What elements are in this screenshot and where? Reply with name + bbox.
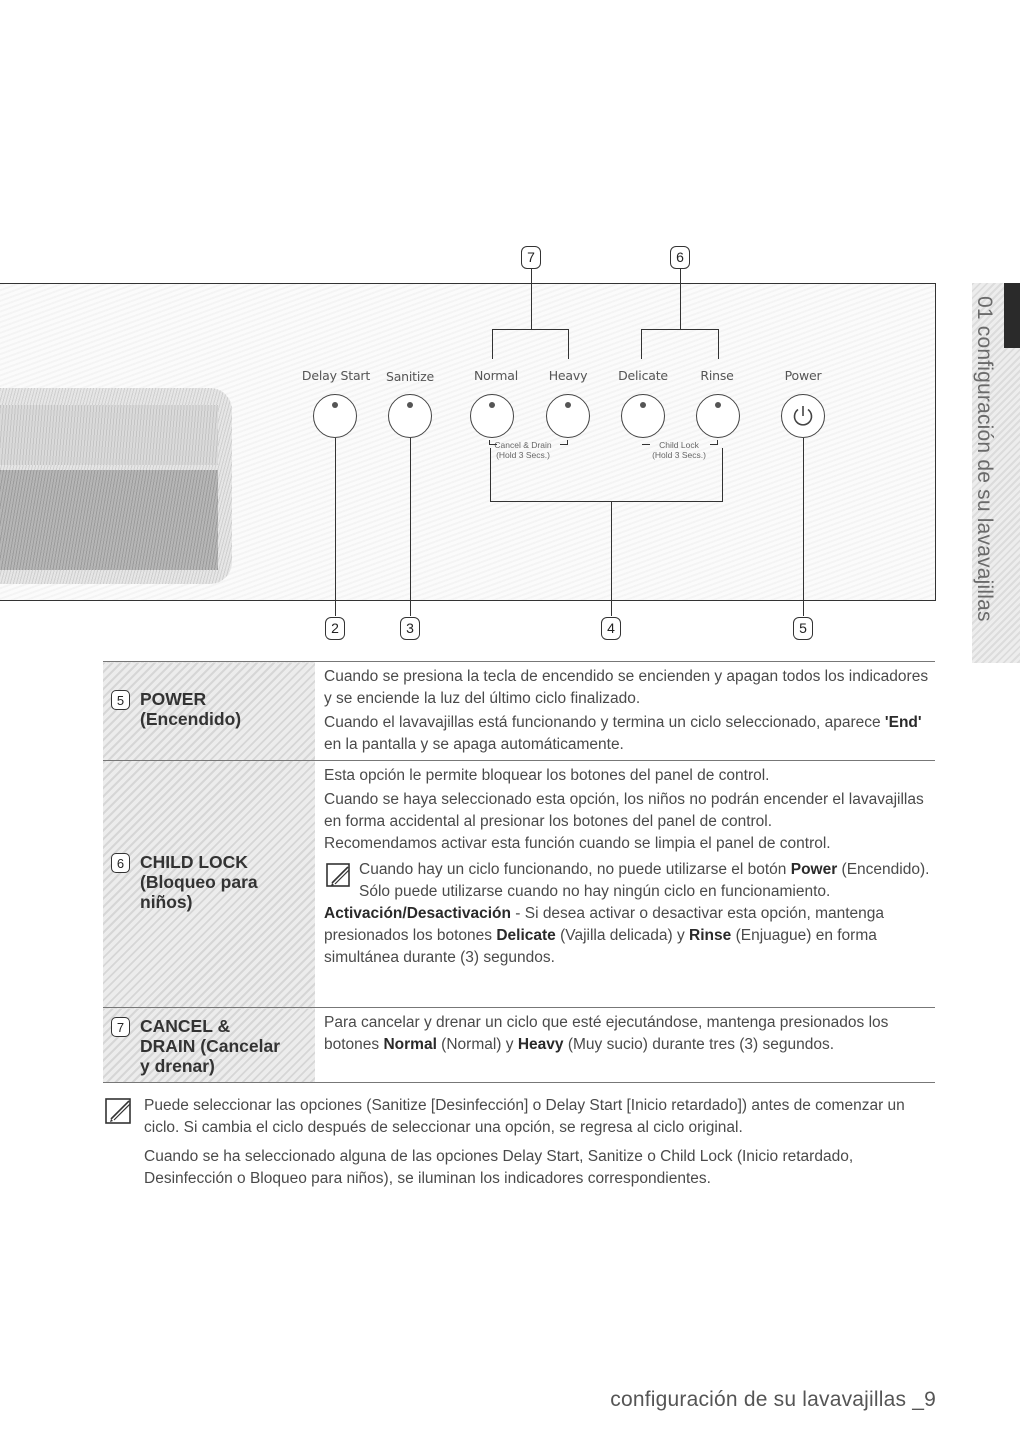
cancel-drain-paragraph [324,1012,935,1056]
table-row-cancel-drain [103,1008,935,1083]
cancel-drain-line2: (Hold 3 Secs.) [496,450,550,460]
child-lock-line1: Child Lock [659,440,699,450]
control-panel-diagram [0,0,1020,650]
callout-2: 2 [325,617,345,640]
cancel-drain-subtitle-2: y drenar) [140,1056,215,1076]
power-bold-text: Power [790,861,838,878]
indicator-dot-icon [332,402,338,408]
table-row-child-lock [103,761,935,1008]
bracket-line [489,444,497,445]
note-pencil-icon [324,861,356,891]
leader-line [490,448,491,501]
cancel-drain-line1: Cancel & Drain [494,440,552,450]
leader-line [492,329,569,330]
text-run: (Encendido). Sólo puede utilizarse cuando no hay ningún ciclo en funcionamiento. [359,861,930,900]
heavy-bold-text: Heavy [517,1036,564,1053]
callout-7: 7 [521,246,541,269]
indicator-dot-icon [489,402,495,408]
cancel-drain-title: CANCEL & [140,1016,231,1036]
chapter-tab-label: 01 configuración de su lavavajillas [973,296,996,622]
leader-line [490,501,723,502]
chapter-tab-marker [1004,283,1020,348]
callout-6: 6 [670,246,690,269]
indicator-dot-icon [407,402,413,408]
text-run: en la pantalla y se apaga automáticamente. [324,736,624,753]
power-subtitle: (Encendido) [140,709,242,729]
bracket-line [489,440,490,445]
cancel-drain-description [315,1008,935,1083]
indicator-dot-icon [565,402,571,408]
leader-line [531,269,532,329]
indicator-dot-icon [640,402,646,408]
power-button [781,394,825,438]
power-description [315,662,935,761]
child-lock-heading [111,852,258,912]
handle-slot-top [0,405,218,465]
bracket-line [717,440,718,445]
text-run: Cuando el lavavajillas está funcionando y termina un ciclo seleccionado, aparece [324,714,885,731]
leader-line [641,329,642,359]
power-label-cell [103,662,315,761]
leader-line [410,438,411,616]
cancel-drain-hold-label [494,440,551,460]
text-run: Cuando hay un ciclo funcionando, no puede utilizarse el botón [359,861,791,878]
child-lock-hold-label [652,440,706,460]
child-lock-note [324,859,935,903]
text-run: (Muy sucio) durante tres (3) segundos. [563,1036,835,1053]
leader-line [722,448,723,501]
power-label: Power [784,368,822,383]
child-lock-subtitle-1: (Bloqueo para [140,872,258,892]
child-lock-note-text [359,859,935,903]
child-lock-subtitle-2: niños) [140,892,193,912]
delicate-label: Delicate [618,368,668,383]
child-lock-title: CHILD LOCK [140,852,248,872]
child-lock-paragraph-1: Esta opción le permite bloquear los botones del panel de control. [324,767,770,784]
note-1: Puede seleccionar las opciones (Sanitize [Desinfección] o Delay Start [Inicio retardado]) antes de comenzar un ciclo. Si cambia el ciclo después de seleccionar una opción, se regresa al ciclo original. [144,1097,905,1136]
power-heading [111,689,241,729]
bracket-line [642,444,650,445]
sanitize-label: Sanitize [385,369,435,384]
delicate-bold-text: Delicate [496,927,556,944]
sanitize-button [388,394,432,438]
callout-3: 3 [400,617,420,640]
item-number: 5 [111,690,130,710]
leader-line [680,269,681,329]
text-run: - Si desea activar o desactivar esta opción, mantenga presionados los botones [324,905,885,944]
note-pencil-icon [103,1095,137,1127]
text-run: (Vajilla delicada) y [555,927,690,944]
leader-line [335,438,336,616]
power-title: POWER [140,689,207,709]
child-lock-line2: (Hold 3 Secs.) [652,450,706,460]
power-paragraph-2 [324,712,935,756]
activation-title: Activación/Desactivación [324,905,511,922]
item-number: 6 [111,853,130,873]
leader-line [803,438,804,616]
callout-5: 5 [793,617,813,640]
child-lock-label-cell [103,761,315,1008]
note-2: Cuando se ha seleccionado alguna de las opciones Delay Start, Sanitize o Child Lock (Inicio retardado, Desinfección o Bloqueo para niños), se iluminan los indicadores correspondientes. [144,1148,854,1187]
text-run: Para cancelar y drenar un ciclo que esté ejecutándose, mantenga presionados los botones [324,1014,889,1053]
rinse-label: Rinse [700,368,734,383]
heavy-label: Heavy [548,368,588,383]
rinse-bold-text: Rinse [689,927,732,944]
delicate-button [621,394,665,438]
normal-label: Normal [473,368,519,383]
leader-line [641,329,719,330]
rinse-button [696,394,740,438]
text-run: (Enjuague) en forma simultánea durante (3) segundos. [324,927,877,966]
table-row-power [103,662,935,761]
cancel-drain-heading [111,1016,280,1076]
cancel-drain-label-cell [103,1008,315,1083]
normal-bold-text: Normal [383,1036,437,1053]
delay-start-label: Delay Start [301,368,371,383]
cancel-drain-subtitle-1: DRAIN (Cancelar [140,1036,281,1056]
delay-start-button [313,394,357,438]
leader-line [611,501,612,616]
child-lock-paragraph-3: Recomendamos activar esta función cuando se limpia el panel de control. [324,835,831,852]
leader-line [568,329,569,359]
handle-slot [0,470,218,570]
leader-line [718,329,719,359]
child-lock-activation [324,903,935,969]
child-lock-description [315,761,935,1008]
child-lock-paragraph-2: Cuando se haya seleccionado esta opción, los niños no podrán encender el lavavajillas en forma accidental al presionar los botones del panel de control. [324,791,924,830]
item-number: 7 [111,1017,130,1037]
power-paragraph-1: Cuando se presiona la tecla de encendido se encienden y apagan todos los indicadores y se enciende la luz del último ciclo finalizado. [324,668,929,707]
callout-4: 4 [601,617,621,640]
normal-button [470,394,514,438]
indicator-dot-icon [715,402,721,408]
page-footer: configuración de su lavavajillas _9 [610,1388,936,1411]
button-description-table [103,661,935,1083]
heavy-button [546,394,590,438]
bracket-line [567,440,568,445]
leader-line [492,329,493,359]
power-icon [790,403,816,429]
general-notes [103,1095,935,1190]
text-run: (Normal) y [436,1036,518,1053]
end-display-text: 'End' [884,714,922,731]
